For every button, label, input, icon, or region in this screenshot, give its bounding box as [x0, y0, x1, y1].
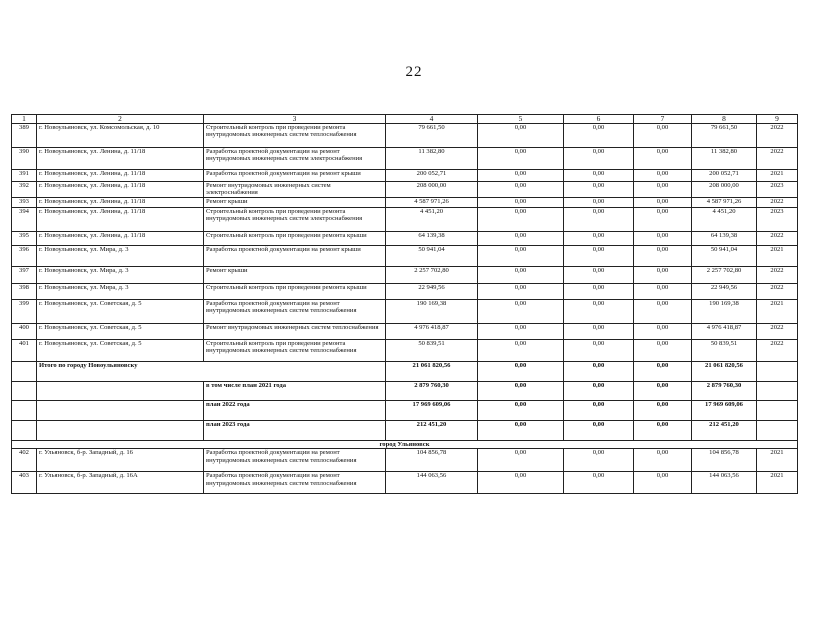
year-cell: 2023	[757, 207, 798, 231]
empty-cell	[757, 420, 798, 440]
amount-cell: 50 941,04	[692, 245, 757, 266]
amount-cell: 50 839,51	[386, 339, 478, 361]
table-row	[12, 197, 798, 207]
row-number-cell: 390	[12, 148, 37, 170]
table-row	[12, 266, 798, 283]
amount-cell: 0,00	[564, 170, 634, 182]
amount-cell: 0,00	[478, 182, 564, 198]
address-cell: г. Новоульяновск, ул. Мира, д. 3	[37, 283, 204, 299]
amount-cell: 79 661,50	[386, 124, 478, 148]
address-cell: г. Новоульяновск, ул. Ленина, д. 11/18	[37, 231, 204, 245]
amount-cell: 0,00	[634, 207, 692, 231]
table-row	[12, 283, 798, 299]
table-row	[12, 245, 798, 266]
amount-cell: 4 976 418,87	[692, 323, 757, 339]
amount-cell: 144 063,56	[386, 472, 478, 494]
amount-cell: 190 169,38	[692, 299, 757, 323]
amount-cell: 11 382,80	[386, 148, 478, 170]
row-number-cell: 395	[12, 231, 37, 245]
work-type-cell: Ремонт внутридомовых инженерных систем теплоснабжения	[204, 323, 386, 339]
address-cell: г. Новоульяновск, ул. Комсомольская, д. 10	[37, 124, 204, 148]
address-cell: г. Новоульяновск, ул. Ленина, д. 11/18	[37, 148, 204, 170]
page-number: 22	[405, 64, 423, 80]
year-cell: 2021	[757, 299, 798, 323]
amount-cell: 0,00	[634, 472, 692, 494]
work-type-cell: Разработка проектной документации на ремонт крыши	[204, 245, 386, 266]
row-number-cell: 393	[12, 197, 37, 207]
empty-cell	[12, 420, 37, 440]
total-amount-cell: 0,00	[564, 361, 634, 381]
year-cell: 2022	[757, 231, 798, 245]
column-header: 3	[204, 115, 386, 124]
total-amount-cell: 212 451,20	[386, 420, 478, 440]
amount-cell: 0,00	[478, 197, 564, 207]
address-cell: г. Ульяновск, б-р. Западный, д. 16	[37, 449, 204, 472]
amount-cell: 11 382,80	[692, 148, 757, 170]
total-amount-cell: 21 061 820,56	[386, 361, 478, 381]
amount-cell: 0,00	[478, 472, 564, 494]
amount-cell: 0,00	[634, 323, 692, 339]
amount-cell: 0,00	[564, 197, 634, 207]
address-cell: г. Ульяновск, б-р. Западный, д. 16А	[37, 472, 204, 494]
total-amount-cell: 0,00	[478, 361, 564, 381]
amount-cell: 0,00	[564, 124, 634, 148]
amount-cell: 22 949,56	[692, 283, 757, 299]
amount-cell: 0,00	[634, 339, 692, 361]
amount-cell: 104 856,78	[692, 449, 757, 472]
total-amount-cell: 0,00	[478, 420, 564, 440]
work-type-cell: Строительный контроль при проведении ремонта крыши	[204, 283, 386, 299]
empty-cell	[37, 400, 204, 420]
column-number-header	[12, 115, 798, 124]
amount-cell: 64 139,38	[386, 231, 478, 245]
amount-cell: 104 856,78	[386, 449, 478, 472]
row-number-cell: 398	[12, 283, 37, 299]
work-type-cell: Разработка проектной документации на ремонт внутридомовых инженерных систем электроснабжения	[204, 148, 386, 170]
table-row	[12, 231, 798, 245]
amount-cell: 144 063,56	[692, 472, 757, 494]
amount-cell: 0,00	[478, 283, 564, 299]
table-row	[12, 124, 798, 148]
amount-cell: 0,00	[564, 182, 634, 198]
empty-cell	[757, 361, 798, 381]
table-row	[12, 339, 798, 361]
total-row	[12, 420, 798, 440]
year-cell: 2022	[757, 197, 798, 207]
year-cell: 2021	[757, 245, 798, 266]
total-amount-cell: 0,00	[634, 361, 692, 381]
amount-cell: 0,00	[478, 339, 564, 361]
amount-cell: 0,00	[634, 148, 692, 170]
address-cell: г. Новоульяновск, ул. Ленина, д. 11/18	[37, 182, 204, 198]
table-row	[12, 148, 798, 170]
table-row	[12, 299, 798, 323]
amount-cell: 64 139,38	[692, 231, 757, 245]
total-amount-cell: 2 879 760,30	[692, 381, 757, 400]
amount-cell: 22 949,56	[386, 283, 478, 299]
amount-cell: 50 839,51	[692, 339, 757, 361]
total-label: план 2022 года	[204, 400, 386, 420]
total-amount-cell: 0,00	[564, 420, 634, 440]
amount-cell: 0,00	[634, 245, 692, 266]
row-number-cell: 401	[12, 339, 37, 361]
address-cell: г. Новоульяновск, ул. Советская, д. 5	[37, 323, 204, 339]
amount-cell: 0,00	[634, 231, 692, 245]
row-number-cell: 396	[12, 245, 37, 266]
work-type-cell: Разработка проектной документации на ремонт крыши	[204, 170, 386, 182]
amount-cell: 0,00	[564, 266, 634, 283]
work-type-cell: Ремонт внутридомовых инженерных систем электроснабжения	[204, 182, 386, 198]
total-amount-cell: 0,00	[634, 420, 692, 440]
address-cell: г. Новоульяновск, ул. Ленина, д. 11/18	[37, 170, 204, 182]
empty-cell	[12, 400, 37, 420]
amount-cell: 0,00	[634, 266, 692, 283]
amount-cell: 0,00	[564, 245, 634, 266]
amount-cell: 0,00	[564, 449, 634, 472]
row-number-cell: 399	[12, 299, 37, 323]
section-row	[12, 440, 798, 448]
year-cell: 2022	[757, 124, 798, 148]
row-number-cell: 392	[12, 182, 37, 198]
column-header: 9	[757, 115, 798, 124]
amount-cell: 0,00	[564, 323, 634, 339]
column-header: 2	[37, 115, 204, 124]
amount-cell: 0,00	[478, 124, 564, 148]
total-amount-cell: 21 061 820,56	[692, 361, 757, 381]
amount-cell: 0,00	[634, 449, 692, 472]
work-type-cell: Ремонт крыши	[204, 266, 386, 283]
total-amount-cell: 17 969 609,06	[386, 400, 478, 420]
empty-cell	[757, 381, 798, 400]
row-number-cell: 402	[12, 449, 37, 472]
amount-cell: 4 976 418,87	[386, 323, 478, 339]
year-cell: 2023	[757, 182, 798, 198]
total-label: план 2023 года	[204, 420, 386, 440]
empty-cell	[12, 381, 37, 400]
year-cell: 2021	[757, 170, 798, 182]
amount-cell: 208 000,00	[386, 182, 478, 198]
amount-cell: 0,00	[478, 245, 564, 266]
column-header: 1	[12, 115, 37, 124]
amount-cell: 0,00	[478, 170, 564, 182]
address-cell: г. Новоульяновск, ул. Советская, д. 5	[37, 299, 204, 323]
total-amount-cell: 0,00	[564, 381, 634, 400]
amount-cell: 0,00	[564, 231, 634, 245]
amount-cell: 0,00	[634, 197, 692, 207]
amount-cell: 2 257 702,80	[386, 266, 478, 283]
work-type-cell: Разработка проектной документации на ремонт внутридомовых инженерных систем теплоснабжения	[204, 299, 386, 323]
amount-cell: 4 451,20	[692, 207, 757, 231]
column-header: 8	[692, 115, 757, 124]
amount-cell: 0,00	[478, 231, 564, 245]
amount-cell: 0,00	[564, 148, 634, 170]
amount-cell: 2 257 702,80	[692, 266, 757, 283]
year-cell: 2022	[757, 283, 798, 299]
amount-cell: 0,00	[634, 124, 692, 148]
amount-cell: 0,00	[478, 323, 564, 339]
amount-cell: 190 169,38	[386, 299, 478, 323]
total-amount-cell: 0,00	[478, 400, 564, 420]
work-type-cell: Строительный контроль при проведении ремонта внутридомовых инженерных систем теплоснабжения	[204, 339, 386, 361]
empty-cell	[37, 420, 204, 440]
table-row	[12, 170, 798, 182]
address-cell: г. Новоульяновск, ул. Советская, д. 5	[37, 339, 204, 361]
amount-cell: 0,00	[634, 170, 692, 182]
address-cell: г. Новоульяновск, ул. Ленина, д. 11/18	[37, 207, 204, 231]
total-row	[12, 400, 798, 420]
column-header: 7	[634, 115, 692, 124]
empty-cell	[757, 400, 798, 420]
total-amount-cell: 0,00	[478, 381, 564, 400]
amount-cell: 0,00	[478, 148, 564, 170]
amount-cell: 0,00	[478, 207, 564, 231]
amount-cell: 208 000,00	[692, 182, 757, 198]
total-amount-cell: 0,00	[634, 381, 692, 400]
repair-plan-table	[11, 114, 798, 494]
amount-cell: 0,00	[564, 207, 634, 231]
table-row	[12, 323, 798, 339]
total-row	[12, 381, 798, 400]
amount-cell: 0,00	[564, 299, 634, 323]
year-cell: 2022	[757, 323, 798, 339]
table-row	[12, 472, 798, 494]
empty-cell	[37, 381, 204, 400]
amount-cell: 0,00	[634, 299, 692, 323]
amount-cell: 4 451,20	[386, 207, 478, 231]
amount-cell: 200 052,71	[386, 170, 478, 182]
total-amount-cell: 0,00	[564, 400, 634, 420]
amount-cell: 0,00	[634, 283, 692, 299]
total-row	[12, 361, 798, 381]
column-header: 5	[478, 115, 564, 124]
column-header: 4	[386, 115, 478, 124]
amount-cell: 0,00	[564, 472, 634, 494]
year-cell: 2022	[757, 266, 798, 283]
total-amount-cell: 17 969 609,06	[692, 400, 757, 420]
total-amount-cell: 0,00	[634, 400, 692, 420]
row-number-cell: 391	[12, 170, 37, 182]
amount-cell: 0,00	[478, 299, 564, 323]
amount-cell: 4 587 971,26	[386, 197, 478, 207]
total-amount-cell: 212 451,20	[692, 420, 757, 440]
amount-cell: 4 587 971,26	[692, 197, 757, 207]
section-title: город Ульяновск	[12, 440, 798, 448]
amount-cell: 0,00	[564, 283, 634, 299]
year-cell: 2022	[757, 339, 798, 361]
year-cell: 2021	[757, 472, 798, 494]
total-label: Итого по городу Новоульяновску	[37, 361, 386, 381]
address-cell: г. Новоульяновск, ул. Мира, д. 3	[37, 266, 204, 283]
amount-cell: 0,00	[564, 339, 634, 361]
amount-cell: 50 941,04	[386, 245, 478, 266]
table-row	[12, 182, 798, 198]
work-type-cell: Строительный контроль при проведении ремонта внутридомовых инженерных систем теплоснабжения	[204, 124, 386, 148]
row-number-cell: 397	[12, 266, 37, 283]
row-number-cell: 403	[12, 472, 37, 494]
amount-cell: 0,00	[478, 449, 564, 472]
row-number-cell: 400	[12, 323, 37, 339]
work-type-cell: Разработка проектной документации на ремонт внутридомовых инженерных систем теплоснабжения	[204, 449, 386, 472]
year-cell: 2022	[757, 148, 798, 170]
total-label: в том числе план 2021 года	[204, 381, 386, 400]
work-type-cell: Строительный контроль при проведении ремонта крыши	[204, 231, 386, 245]
work-type-cell: Строительный контроль при проведении ремонта внутридомовых инженерных систем электроснабжения	[204, 207, 386, 231]
total-amount-cell: 2 879 760,30	[386, 381, 478, 400]
column-header: 6	[564, 115, 634, 124]
amount-cell: 200 052,71	[692, 170, 757, 182]
work-type-cell: Разработка проектной документации на ремонт внутридомовых инженерных систем теплоснабжения	[204, 472, 386, 494]
table-row	[12, 449, 798, 472]
row-number-cell: 394	[12, 207, 37, 231]
empty-cell	[12, 361, 37, 381]
address-cell: г. Новоульяновск, ул. Ленина, д. 11/18	[37, 197, 204, 207]
amount-cell: 0,00	[634, 182, 692, 198]
year-cell: 2021	[757, 449, 798, 472]
row-number-cell: 389	[12, 124, 37, 148]
table-row	[12, 207, 798, 231]
amount-cell: 79 661,50	[692, 124, 757, 148]
address-cell: г. Новоульяновск, ул. Мира, д. 3	[37, 245, 204, 266]
amount-cell: 0,00	[478, 266, 564, 283]
work-type-cell: Ремонт крыши	[204, 197, 386, 207]
